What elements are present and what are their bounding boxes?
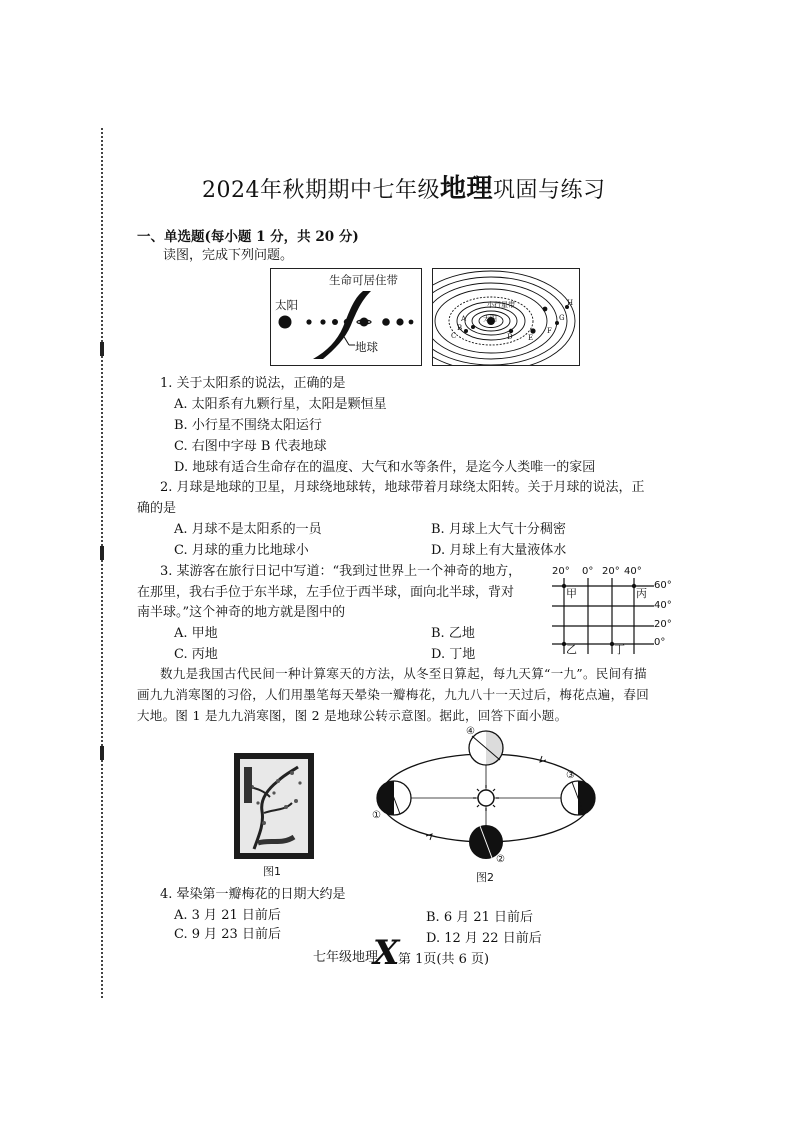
planet-label-d: D [507, 333, 513, 341]
q2-option-d: D. 月球上有大量液体水 [431, 543, 567, 558]
place-bing: 丙 [636, 587, 647, 600]
q1-stem: 1. 关于太阳系的说法，正确的是 [160, 376, 346, 391]
orbit-position-1: ① [372, 810, 381, 821]
q3-option-b: B. 乙地 [431, 626, 475, 641]
section-heading: 一、单选题(每小题 1 分，共 20 分) [137, 229, 359, 245]
planet-label-b: B [457, 324, 463, 332]
passage-line-2: 画九九消寒图的习俗，人们用墨笔每天晕染一瓣梅花，九九八十一天过后，梅花点遍，春回 [137, 687, 650, 702]
plum-blossom-painting [234, 753, 314, 859]
footer-page-number: 第 1页(共 6 页) [398, 952, 490, 967]
q3-option-d: D. 丁地 [431, 647, 476, 662]
earth-label: 地球 [355, 340, 378, 354]
orbit-position-4: ④ [466, 726, 475, 737]
figure2-caption: 图2 [476, 871, 494, 884]
planet-label-h: H [567, 299, 574, 307]
place-yi: 乙 [566, 643, 577, 656]
footer-handwritten-mark: X [373, 933, 400, 973]
orbit-position-3: ③ [566, 770, 575, 781]
q3-stem-line2: 在那里，我右手位于东半球，左手位于西半球，面向北半球，背对 [137, 585, 515, 600]
passage-line-3: 大地。图 1 是九九消寒图，图 2 是地球公转示意图。据此，回答下面小题。 [137, 708, 568, 723]
margin-mark [100, 746, 104, 760]
lon-label-20w: 20° [552, 566, 570, 577]
lat-label-0: 0° [654, 637, 666, 648]
instruction-text: 读图，完成下列问题。 [163, 248, 294, 263]
lat-lon-grid-map [548, 566, 678, 658]
lat-label-20: 20° [654, 619, 672, 630]
q4-option-d: D. 12 月 22 日前后 [426, 931, 542, 946]
q2-stem-line1: 2. 月球是地球的卫星，月球绕地球转，地球带着月球绕太阳转。关于月球的说法，正 [160, 480, 645, 495]
q3-stem-line1: 3. 某游客在旅行日记中写道：“我到过世界上一个神奇的地方， [160, 564, 522, 579]
lon-label-40e: 40° [624, 566, 642, 577]
lat-label-40: 40° [654, 600, 672, 611]
q1-option-d: D. 地球有适合生命存在的温度、大气和水等条件，是迄今人类唯一的家园 [174, 460, 596, 475]
planet-label-f: F [547, 327, 552, 335]
orbit-diagram [366, 726, 604, 866]
figure1-xiaohan-painting [234, 753, 314, 859]
sun-label: 太阳 [275, 298, 298, 312]
q4-option-b: B. 6 月 21 日前后 [426, 910, 534, 925]
solar-system-figure [432, 268, 580, 366]
solar-system-orbits [433, 269, 579, 365]
planet-label-g: G [559, 314, 565, 322]
q3-stem-line3: 南半球。”这个神奇的地方就是图中的 [137, 605, 346, 620]
figure1-caption: 图1 [263, 865, 281, 878]
figure2-earth-orbit [366, 726, 604, 866]
place-ding: 丁 [614, 643, 625, 656]
lat-label-60: 60° [654, 580, 672, 591]
q2-stem-line2: 确的是 [137, 501, 177, 516]
q4-stem: 4. 晕染第一瓣梅花的日期大约是 [160, 887, 346, 902]
planet-label-c: C [451, 332, 457, 340]
margin-mark [100, 342, 104, 356]
habitable-zone-figure [270, 268, 422, 366]
habitable-zone-label: 生命可居住带 [329, 273, 398, 287]
q2-option-b: B. 月球上大气十分稠密 [431, 522, 566, 537]
binding-margin-line [101, 128, 103, 998]
q3-option-c: C. 丙地 [174, 647, 218, 662]
asteroid-belt-label: 小行星带 [487, 301, 515, 309]
q1-option-c: C. 右图中字母 B 代表地球 [174, 439, 327, 454]
lon-label-0: 0° [582, 566, 594, 577]
place-jia: 甲 [566, 587, 577, 600]
q1-option-b: B. 小行星不围绕太阳运行 [174, 418, 322, 433]
q1-option-a: A. 太阳系有九颗行星，太阳是颗恒星 [174, 397, 387, 412]
q3-option-a: A. 甲地 [174, 626, 218, 641]
q4-option-c: C. 9 月 23 日前后 [174, 927, 281, 942]
passage-line-1: 数九是我国古代民间一种计算寒天的方法，从冬至日算起，每九天算“一九”。民间有描 [160, 666, 647, 681]
lon-label-20e: 20° [602, 566, 620, 577]
inner-sun-label: 太阳 [483, 315, 497, 323]
q2-option-c: C. 月球的重力比地球小 [174, 543, 309, 558]
margin-mark [100, 546, 104, 560]
orbit-position-2: ② [496, 854, 505, 865]
q4-option-a: A. 3 月 21 日前后 [174, 908, 281, 923]
page-title: 2024年秋期期中七年级地理巩固与练习 [202, 174, 606, 204]
q2-option-a: A. 月球不是太阳系的一员 [174, 522, 322, 537]
footer-subject: 七年级地理 [313, 950, 379, 965]
planet-label-a: A [461, 315, 467, 323]
planet-label-e: E [528, 334, 534, 342]
